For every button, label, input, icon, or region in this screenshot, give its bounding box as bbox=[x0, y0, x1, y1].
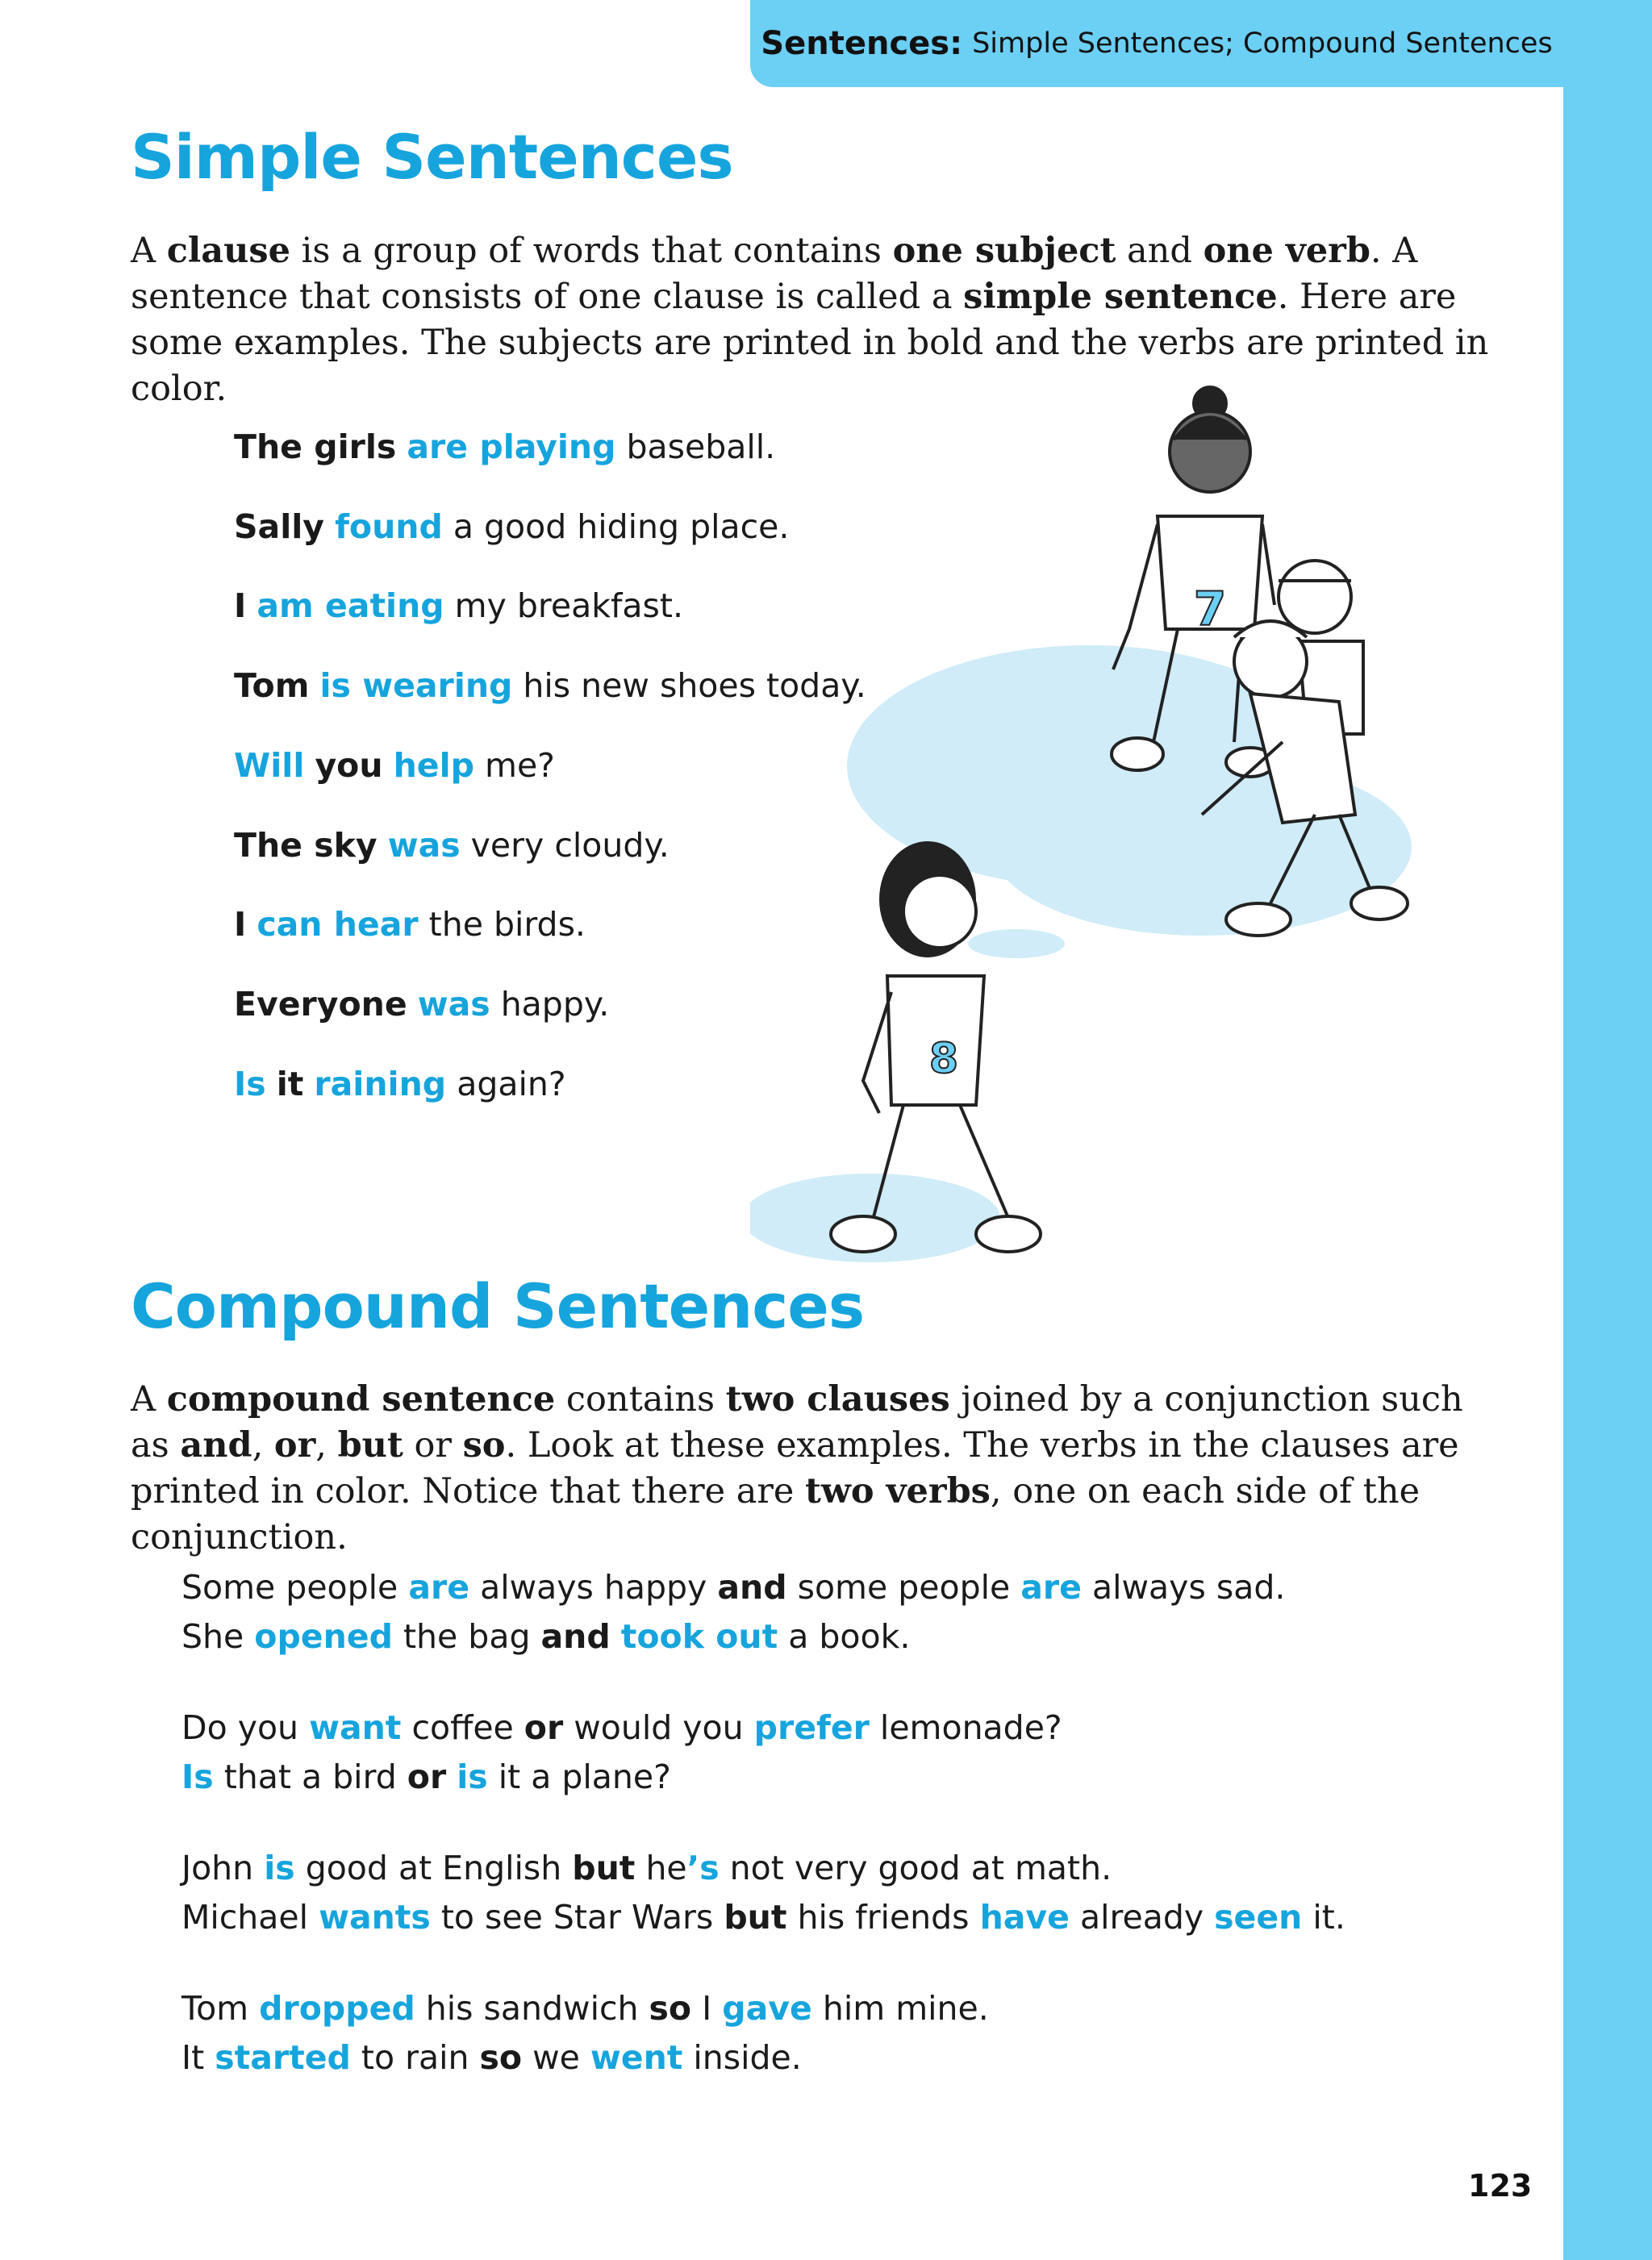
text-run bbox=[446, 1758, 457, 1796]
text-run: his new shoes today. bbox=[512, 666, 866, 706]
bold-term: one subject bbox=[892, 231, 1116, 271]
verb-word: is wearing bbox=[319, 666, 513, 706]
text-run: . Here are some examples. The subjects are printed in bold and the verbs are printed in color. bbox=[131, 277, 1489, 409]
subject-word: The sky bbox=[234, 825, 378, 865]
verb-word: Is bbox=[181, 1758, 214, 1796]
conjunction-word: or bbox=[524, 1708, 564, 1747]
text-run: Michael bbox=[181, 1898, 319, 1937]
bold-term: simple sentence bbox=[963, 277, 1278, 317]
simple-example-sentence bbox=[234, 985, 609, 1024]
text-run: a good hiding place. bbox=[442, 507, 790, 546]
simple-example-sentence bbox=[234, 507, 789, 546]
text-run: it. bbox=[1302, 1898, 1345, 1937]
bold-term: or bbox=[273, 1425, 316, 1466]
verb-word: started bbox=[215, 2038, 351, 2077]
subject-word: Tom bbox=[234, 666, 310, 706]
bold-term: clause bbox=[166, 231, 290, 271]
text-run: She bbox=[181, 1617, 255, 1656]
verb-word: have bbox=[979, 1898, 1070, 1937]
text-run: he bbox=[635, 1849, 687, 1887]
text-run bbox=[611, 1617, 621, 1656]
text-run: A bbox=[131, 1379, 167, 1420]
subject-word: it bbox=[276, 1064, 304, 1103]
text-run: inside. bbox=[682, 2038, 802, 2077]
subject-word: Sally bbox=[234, 507, 325, 546]
verb-word: raining bbox=[314, 1064, 447, 1103]
text-run bbox=[396, 427, 407, 466]
verb-word: took out bbox=[620, 1617, 778, 1656]
text-run: his sandwich bbox=[415, 1989, 649, 2028]
text-run: is a group of words that contains bbox=[290, 231, 893, 271]
baseball-illustration bbox=[750, 363, 1476, 1299]
simple-example-sentence bbox=[234, 826, 670, 865]
compound-example-sentence bbox=[181, 1753, 671, 1802]
verb-word: are bbox=[408, 1568, 470, 1607]
text-run: and bbox=[1116, 231, 1204, 271]
text-run: I bbox=[691, 1989, 723, 2028]
verb-word: dropped bbox=[259, 1989, 415, 2028]
text-run: we bbox=[522, 2038, 590, 2077]
simple-example-sentence bbox=[234, 905, 586, 944]
text-run: again? bbox=[446, 1064, 566, 1103]
text-run: joined by a conjunction such as bbox=[131, 1379, 1463, 1466]
simple-example-sentence bbox=[234, 746, 555, 785]
verb-word: is bbox=[457, 1758, 488, 1796]
verb-word: help bbox=[393, 745, 474, 785]
conjunction-word: but bbox=[724, 1898, 787, 1937]
text-run: already bbox=[1069, 1898, 1215, 1937]
header-label-strong: Sentences: bbox=[761, 25, 963, 62]
text-run: , one on each side of the conjunction. bbox=[131, 1471, 1420, 1557]
verb-word: am eating bbox=[257, 586, 444, 626]
text-run: Some people bbox=[181, 1568, 409, 1607]
text-run: It bbox=[181, 2038, 215, 2077]
verb-word: can hear bbox=[257, 905, 419, 944]
subject-word: I bbox=[234, 586, 247, 626]
text-run bbox=[309, 666, 319, 705]
verb-word: was bbox=[387, 825, 461, 865]
text-run: the birds. bbox=[418, 905, 586, 944]
jersey-number-top: 7 bbox=[1193, 582, 1227, 636]
section-header-tab bbox=[750, 0, 1563, 87]
text-run: or bbox=[403, 1425, 463, 1466]
text-run bbox=[324, 507, 335, 546]
text-run: him mine. bbox=[811, 1989, 989, 2028]
verb-word: are playing bbox=[407, 427, 616, 466]
conjunction-word: but bbox=[572, 1849, 636, 1887]
text-run bbox=[407, 985, 418, 1024]
verb-word: seen bbox=[1214, 1898, 1303, 1937]
verb-word: Will bbox=[234, 745, 305, 785]
right-sidebar-strip bbox=[1563, 0, 1652, 2260]
compound-example-sentence bbox=[181, 1984, 989, 2033]
text-run: Tom bbox=[181, 1989, 260, 2028]
text-run: it a plane? bbox=[487, 1758, 671, 1796]
text-run: always happy bbox=[469, 1568, 718, 1607]
text-run: . Look at these examples. The verbs in the clauses are printed in color. Notice that there are bbox=[131, 1425, 1459, 1512]
text-run bbox=[246, 586, 257, 625]
text-run: baseball. bbox=[615, 427, 776, 466]
text-run: good at English bbox=[294, 1849, 573, 1887]
simple-example-sentence bbox=[234, 586, 683, 625]
text-run: the bag bbox=[392, 1617, 541, 1656]
conjunction-word: so bbox=[479, 2038, 523, 2077]
header-label-rest: Simple Sentences; Compound Sentences bbox=[972, 27, 1553, 60]
text-run: a book. bbox=[778, 1617, 911, 1656]
verb-word: prefer bbox=[753, 1708, 870, 1747]
compound-intro-paragraph bbox=[131, 1377, 1502, 1561]
text-run: , bbox=[315, 1425, 338, 1466]
compound-example-sentence bbox=[181, 1844, 1112, 1893]
bold-term: compound sentence bbox=[166, 1379, 556, 1420]
bold-term: two clauses bbox=[725, 1379, 950, 1420]
bold-term: and bbox=[180, 1425, 252, 1466]
simple-sentences-title: Simple Sentences bbox=[131, 121, 733, 193]
text-run: his friends bbox=[786, 1898, 980, 1937]
conjunction-word: or bbox=[407, 1758, 447, 1796]
verb-word: went bbox=[590, 2038, 683, 2077]
conjunction-word: so bbox=[649, 1989, 692, 2028]
page-number: 123 bbox=[1468, 2168, 1533, 2204]
text-run: to rain bbox=[350, 2038, 480, 2077]
text-run: A bbox=[131, 231, 167, 271]
text-run: to see Star Wars bbox=[430, 1898, 724, 1937]
text-run: me? bbox=[473, 745, 555, 785]
text-run: happy. bbox=[490, 984, 610, 1024]
verb-word: opened bbox=[254, 1617, 393, 1656]
verb-word: are bbox=[1020, 1568, 1082, 1607]
compound-sentences-title: Compound Sentences bbox=[131, 1270, 865, 1342]
text-run: coffee bbox=[401, 1708, 524, 1747]
bold-term: two verbs bbox=[805, 1471, 991, 1512]
bold-term: one verb bbox=[1203, 231, 1370, 271]
compound-example-sentence bbox=[181, 2033, 802, 2083]
text-run bbox=[383, 746, 394, 785]
bold-term: so bbox=[462, 1425, 506, 1466]
compound-example-sentence bbox=[181, 1703, 1062, 1753]
text-run: . A sentence that consists of one clause is called a bbox=[131, 231, 1418, 317]
verb-word: is bbox=[264, 1849, 295, 1887]
compound-example-sentence bbox=[181, 1563, 1285, 1612]
text-run bbox=[246, 905, 257, 944]
text-run: Do you bbox=[181, 1708, 310, 1747]
jersey-number-bottom: 8 bbox=[928, 1035, 959, 1083]
text-run: my breakfast. bbox=[444, 586, 684, 626]
subject-word: I bbox=[234, 905, 247, 944]
text-run bbox=[304, 746, 315, 785]
text-run: that a bird bbox=[213, 1758, 407, 1796]
text-run: very cloudy. bbox=[460, 825, 670, 865]
bold-term: but bbox=[337, 1425, 403, 1466]
text-run bbox=[378, 826, 388, 865]
verb-word: ’s bbox=[686, 1849, 720, 1887]
text-run: contains bbox=[555, 1379, 726, 1420]
verb-word: gave bbox=[722, 1989, 812, 2028]
verb-word: want bbox=[309, 1708, 402, 1747]
verb-word: Is bbox=[234, 1064, 266, 1103]
text-run bbox=[303, 1065, 314, 1103]
subject-word: Everyone bbox=[234, 984, 407, 1024]
conjunction-word: and bbox=[540, 1617, 611, 1656]
text-run: always sad. bbox=[1081, 1568, 1286, 1607]
text-run: John bbox=[181, 1849, 265, 1887]
compound-example-sentence bbox=[181, 1893, 1345, 1942]
conjunction-word: and bbox=[717, 1568, 787, 1607]
text-run: some people bbox=[786, 1568, 1021, 1607]
verb-word: was bbox=[417, 984, 490, 1024]
text-run: would you bbox=[563, 1708, 754, 1747]
text-run: lemonade? bbox=[869, 1708, 1062, 1747]
subject-word: you bbox=[315, 745, 383, 785]
simple-example-sentence bbox=[234, 1065, 566, 1103]
text-run: , bbox=[252, 1425, 274, 1466]
simple-example-sentence bbox=[234, 427, 775, 466]
verb-word: found bbox=[335, 507, 443, 546]
text-run: not very good at math. bbox=[719, 1849, 1112, 1887]
verb-word: wants bbox=[319, 1898, 431, 1937]
compound-example-sentence bbox=[181, 1612, 910, 1662]
text-run bbox=[266, 1065, 277, 1103]
subject-word: The girls bbox=[234, 427, 397, 466]
